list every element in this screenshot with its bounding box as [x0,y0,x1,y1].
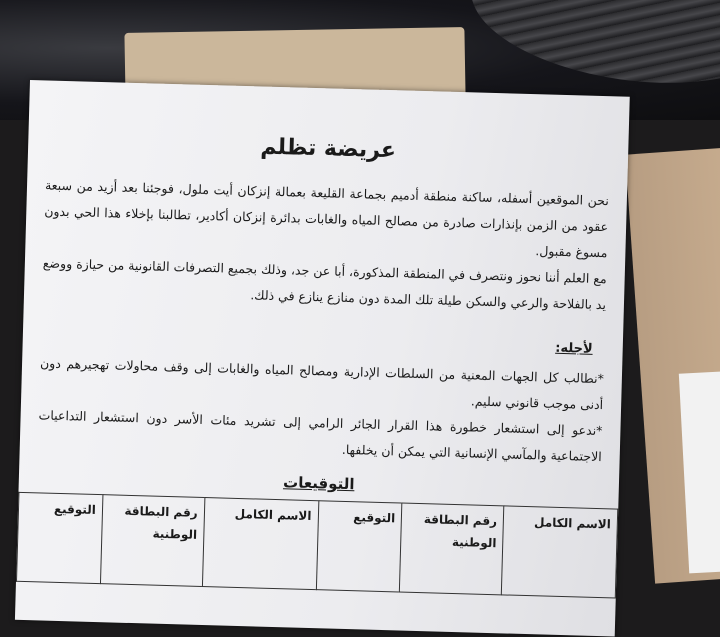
paragraph-possession: مع العلم أننا نحوز ونتصرف في المنطقة المذكورة، أبا عن جد، وذلك بجميع التصرفات القانونية من حيازة ووضع يد بالفلاحة والرعي والسكن طيلة تلك المدة دون منازع ينازع في ذلك. [42,255,607,313]
column-full-name-1: الاسم الكامل [502,506,618,598]
table-header-row [16,492,617,598]
signatures-heading: التوقيعات [282,473,355,494]
page-title: عريضة تظلم [260,134,397,164]
column-id-number-1: رقم البطاقة الوطنية [400,503,504,595]
column-id-number-2: رقم البطاقة الوطنية [100,495,204,587]
demand-1: *نطالب كل الجهات المعنية من السلطات الإدارية ومصالح المياه والغابات إلى وقف محاولات تهجيرهم دون أدنى موجب قانوني سليم. [39,355,605,413]
petition-sheet [15,80,630,637]
column-full-name-2: الاسم الكامل [202,498,318,590]
column-signature-2: التوقيع [16,492,102,583]
signatures-table [16,492,618,599]
paragraph-intro: نحن الموقعين أسفله، ساكنة منطقة أدميم بجماعة القليعة بعمالة إنزكان أيت ملول، فوجئنا بعد أزيد من سبعة عقود من الزمن بإنذارات صادرة من مصالح المياه والغابات بدائرة إنزكان أكادير، تطالبنا بإخلاء هذا الحي بدون مسوغ مقبول. [44,177,610,261]
column-signature-1: التوقيع [316,501,402,592]
for-this-label: لأجله: [555,340,593,357]
demand-2: *ندعو إلى استشعار خطورة هذا القرار الجائر الرامي إلى تشريد مئات الأسر دون استشعار التداعيات الاجتماعية والمآسي الإنسانية التي يمكن أن يخلفها. [38,407,603,465]
